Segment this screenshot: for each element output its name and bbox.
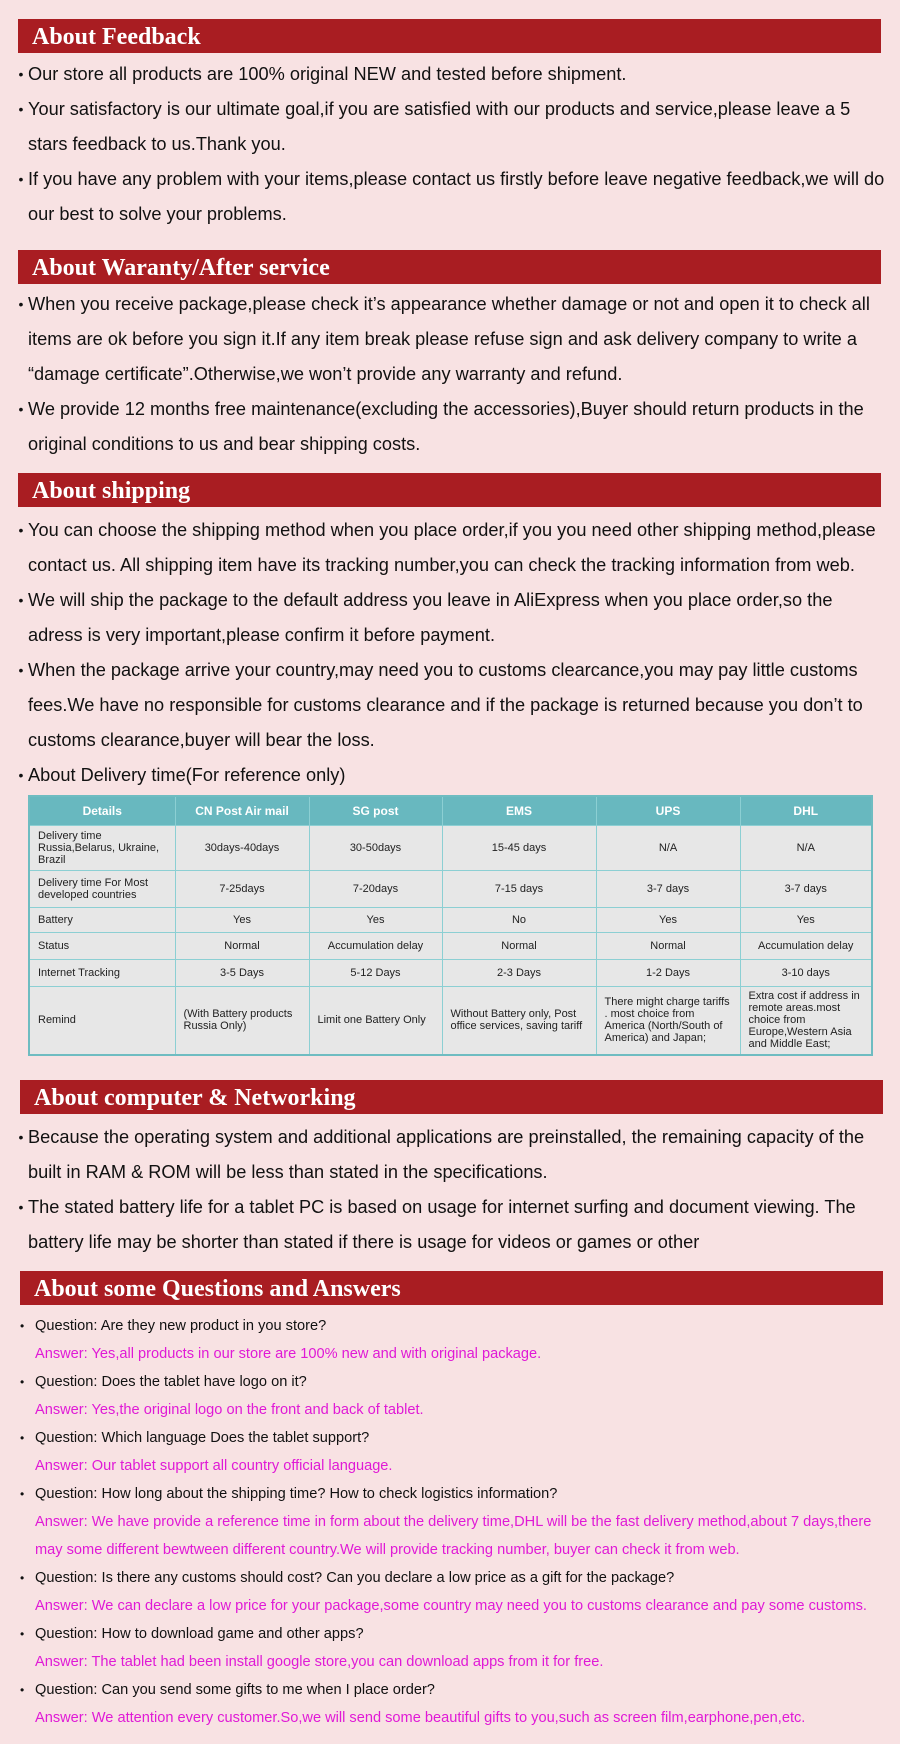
bullet-icon: • — [18, 592, 24, 608]
bullet-icon: • — [20, 1319, 25, 1333]
table-cell: 30-50days — [309, 826, 442, 871]
qa-question: • Question: How to download game and other apps? — [20, 1620, 890, 1648]
bullet-icon: • — [18, 767, 24, 783]
table-cell: Normal — [175, 933, 309, 960]
bullet-icon: • — [18, 1199, 24, 1215]
table-cell: Yes — [175, 908, 309, 933]
table-header-cell: Details — [29, 796, 175, 826]
table-row — [29, 826, 872, 871]
table-cell: Normal — [442, 933, 596, 960]
computer-item-2: • The stated battery life for a tablet PC is based on usage for internet surfing and document viewing. The battery life may be shorter than stated if there is usage for videos or games or other — [14, 1190, 886, 1260]
warranty-item-1: • When you receive package,please check it’s appearance whether damage or not and open it to check all items are ok before you sign it.If any item break please refuse sign and ask delivery company to write a “damage certificate”.Otherwise,we won’t provide any warranty and refund. — [14, 287, 886, 392]
shipping-item-4: • About Delivery time(For reference only) — [14, 758, 886, 793]
table-cell: 7-25days — [175, 871, 309, 908]
qa-answer: Answer: Yes,the original logo on the front and back of tablet. — [35, 1402, 424, 1418]
table-header-cell: UPS — [596, 796, 740, 826]
table-cell: Without Battery only, Post office services, saving tariff — [442, 987, 596, 1055]
table-cell: Battery — [29, 908, 175, 933]
bullet-icon: • — [20, 1571, 25, 1585]
table-cell: N/A — [596, 826, 740, 871]
table-cell: Yes — [740, 908, 872, 933]
table-cell: Yes — [309, 908, 442, 933]
table-cell: Internet Tracking — [29, 960, 175, 987]
bullet-icon: • — [18, 662, 24, 678]
qa-question: • Question: Can you send some gifts to me when I place order? — [20, 1676, 890, 1704]
table-row — [29, 871, 872, 908]
feedback-heading: About Feedback — [18, 19, 881, 53]
bullet-icon: • — [18, 401, 24, 417]
bullet-icon: • — [20, 1487, 25, 1501]
bullet-icon: • — [20, 1627, 25, 1641]
table-cell: Remind — [29, 987, 175, 1055]
table-cell: 15-45 days — [442, 826, 596, 871]
qa-question: • Question: Which language Does the tablet support? — [20, 1424, 890, 1452]
computer-item-1: • Because the operating system and additional applications are preinstalled, the remaining capacity of the built in RAM & ROM will be less than stated in the specifications. — [14, 1120, 886, 1190]
shipping-item-2: • We will ship the package to the default address you leave in AliExpress when you place order,so the adress is very important,please confirm it before payment. — [14, 583, 886, 653]
bullet-icon: • — [18, 171, 24, 187]
table-header-cell: DHL — [740, 796, 872, 826]
warranty-item-2: • We provide 12 months free maintenance(excluding the accessories),Buyer should return products in the original conditions to us and bear shipping costs. — [14, 392, 886, 462]
qa-question: • Question: Are they new product in you store? — [20, 1312, 890, 1340]
qa-question: • Question: Does the tablet have logo on it? — [20, 1368, 890, 1396]
table-cell: Extra cost if address in remote areas.most choice from Europe,Western Asia and Middle East; — [740, 987, 872, 1055]
table-cell: No — [442, 908, 596, 933]
qa-answer: Answer: We can declare a low price for your package,some country may need you to customs clearance and pay some customs. — [35, 1598, 867, 1614]
bullet-icon: • — [18, 296, 24, 312]
table-row — [29, 908, 872, 933]
qa-question: • Question: How long about the shipping time? How to check logistics information? — [20, 1480, 890, 1508]
feedback-item-1: • Our store all products are 100% original NEW and tested before shipment. — [14, 57, 886, 92]
shipping-item-1: • You can choose the shipping method when you place order,if you you need other shipping method,please contact us. All shipping item have its tracking number,you can check the tracking information from web. — [14, 513, 886, 583]
table-row — [29, 933, 872, 960]
qa-heading: About some Questions and Answers — [20, 1271, 883, 1305]
table-cell: 3-5 Days — [175, 960, 309, 987]
bullet-icon: • — [18, 66, 24, 82]
table-cell: 3-7 days — [596, 871, 740, 908]
qa-question: • Question: Is there any customs should cost? Can you declare a low price as a gift for the package? — [20, 1564, 890, 1592]
bullet-icon: • — [18, 1129, 24, 1145]
table-cell: 2-3 Days — [442, 960, 596, 987]
qa-answer: Answer: We attention every customer.So,we will send some beautiful gifts to you,such as screen film,earphone,pen,etc. — [35, 1710, 806, 1726]
bullet-icon: • — [20, 1683, 25, 1697]
computer-heading: About computer & Networking — [20, 1080, 883, 1114]
table-cell: N/A — [740, 826, 872, 871]
table-cell: Yes — [596, 908, 740, 933]
table-cell: 3-10 days — [740, 960, 872, 987]
qa-answer: Answer: The tablet had been install google store,you can download apps from it for free. — [35, 1654, 604, 1670]
table-header-cell: EMS — [442, 796, 596, 826]
shipping-item-3: • When the package arrive your country,may need you to customs clearcance,you may pay little customs fees.We have no responsible for customs clearance and if the package is returned because you don’t to customs clearance,buyer will bear the loss. — [14, 653, 886, 758]
warranty-heading: About Waranty/After service — [18, 250, 881, 284]
table-cell: 30days-40days — [175, 826, 309, 871]
bullet-icon: • — [18, 101, 24, 117]
table-cell: Normal — [596, 933, 740, 960]
delivery-time-table — [28, 795, 873, 1056]
table-cell: 3-7 days — [740, 871, 872, 908]
bullet-icon: • — [18, 522, 24, 538]
qa-answer: Answer: Our tablet support all country official language. — [35, 1458, 393, 1474]
table-cell: 1-2 Days — [596, 960, 740, 987]
table-cell: 5-12 Days — [309, 960, 442, 987]
table-header-cell: SG post — [309, 796, 442, 826]
shipping-heading: About shipping — [18, 473, 881, 507]
bullet-icon: • — [20, 1431, 25, 1445]
qa-answer: Answer: Yes,all products in our store are 100% new and with original package. — [35, 1346, 542, 1362]
table-cell: (With Battery products Russia Only) — [175, 987, 309, 1055]
table-cell: Delivery time Russia,Belarus, Ukraine, Brazil — [29, 826, 175, 871]
table-cell: Accumulation delay — [740, 933, 872, 960]
table-cell: Limit one Battery Only — [309, 987, 442, 1055]
table-row — [29, 960, 872, 987]
bullet-icon: • — [20, 1375, 25, 1389]
table-row — [29, 987, 872, 1055]
table-cell: There might charge tariffs . most choice from America (North/South of America) and Japan; — [596, 987, 740, 1055]
table-cell: Accumulation delay — [309, 933, 442, 960]
qa-list — [20, 1312, 890, 1732]
feedback-item-3: • If you have any problem with your items,please contact us firstly before leave negative feedback,we will do our best to solve your problems. — [14, 162, 886, 232]
table-cell: Status — [29, 933, 175, 960]
table-cell: 7-15 days — [442, 871, 596, 908]
qa-answer: Answer: We have provide a reference time in form about the delivery time,DHL will be the fast delivery method,about 7 days,there may some different bewtween different country.We will provide tracking number, buyer can check it from web. — [35, 1514, 872, 1558]
table-cell: 7-20days — [309, 871, 442, 908]
table-header-cell: CN Post Air mail — [175, 796, 309, 826]
feedback-item-2: • Your satisfactory is our ultimate goal,if you are satisfied with our products and service,please leave a 5 stars feedback to us.Thank you. — [14, 92, 886, 162]
table-header-row — [29, 796, 872, 826]
table-cell: Delivery time For Most developed countries — [29, 871, 175, 908]
